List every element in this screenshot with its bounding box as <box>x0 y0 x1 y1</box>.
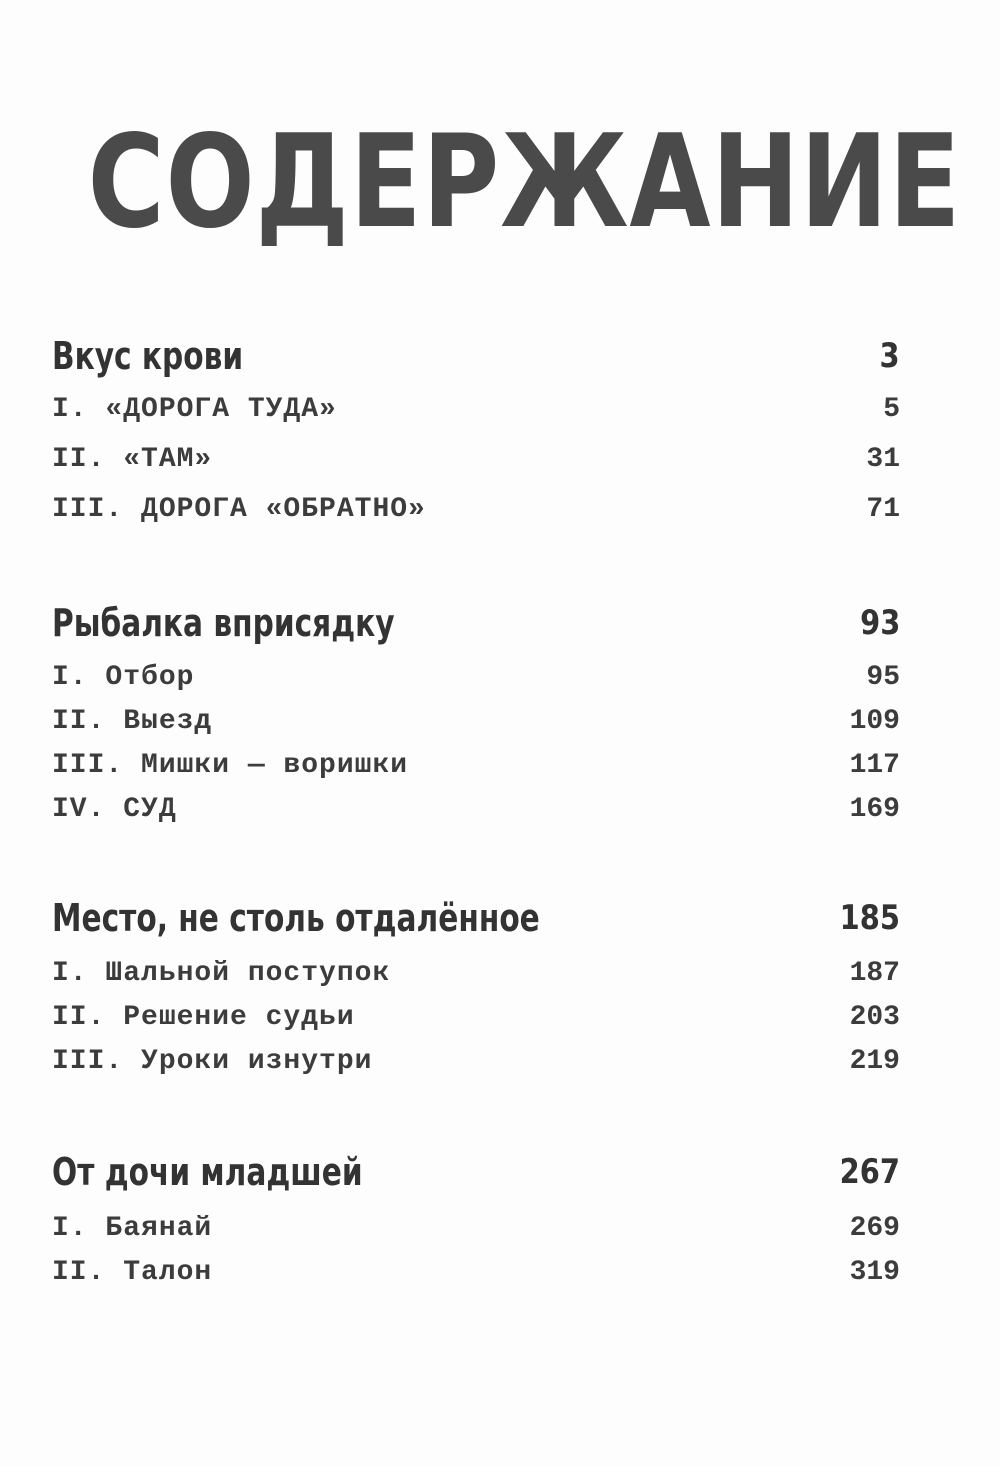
chapter-row <box>52 1256 900 1296</box>
chapter-row <box>52 393 900 433</box>
chapter-title: III. ДОРОГА «ОБРАТНО» <box>52 494 426 525</box>
chapter-row <box>52 957 900 997</box>
chapter-title: IV. СУД <box>52 794 177 825</box>
chapter-page-number: 5 <box>883 394 900 425</box>
chapter-row <box>52 443 900 483</box>
chapter-page-number: 203 <box>849 1002 900 1033</box>
chapter-title: I. Отбор <box>52 662 195 693</box>
chapter-page-number: 117 <box>849 750 900 781</box>
chapter-row <box>52 1045 900 1085</box>
chapter-title: II. «ТАМ» <box>52 444 213 475</box>
chapter-page-number: 71 <box>866 494 900 525</box>
chapter-page-number: 169 <box>849 794 900 825</box>
section-page-number: 3 <box>879 336 900 376</box>
chapter-row <box>52 1212 900 1252</box>
chapter-page-number: 109 <box>849 706 900 737</box>
chapter-title: II. Выезд <box>52 706 213 737</box>
section-heading-row <box>52 1150 900 1194</box>
chapter-title: III. Уроки изнутри <box>52 1046 373 1077</box>
chapter-title: I. Шальной поступок <box>52 958 391 989</box>
section-page-number: 185 <box>839 898 900 938</box>
chapter-title: I. Баянай <box>52 1213 213 1244</box>
section-heading-row <box>52 601 900 645</box>
section-page-number: 267 <box>839 1152 900 1192</box>
page-title: СОДЕРЖАНИЕ <box>87 108 962 257</box>
chapter-row <box>52 661 900 701</box>
chapter-row <box>52 793 900 833</box>
chapter-row <box>52 493 900 533</box>
section-title: От дочи младшей <box>52 1150 363 1194</box>
chapter-row <box>52 1001 900 1041</box>
section-title: Вкус крови <box>52 334 244 378</box>
section-title: Место, не столь отдалённое <box>52 896 540 940</box>
chapter-page-number: 31 <box>866 444 900 475</box>
chapter-row <box>52 749 900 789</box>
chapter-page-number: 187 <box>849 958 900 989</box>
section-page-number: 93 <box>859 603 900 643</box>
chapter-page-number: 219 <box>849 1046 900 1077</box>
chapter-page-number: 269 <box>849 1213 900 1244</box>
chapter-title: II. Талон <box>52 1257 213 1288</box>
chapter-title: II. Решение судьи <box>52 1002 355 1033</box>
chapter-page-number: 95 <box>866 662 900 693</box>
chapter-row <box>52 705 900 745</box>
chapter-page-number: 319 <box>849 1257 900 1288</box>
section-heading-row <box>52 334 900 378</box>
section-title: Рыбалка вприсядку <box>52 601 395 645</box>
section-heading-row <box>52 896 900 940</box>
chapter-title: III. Мишки — воришки <box>52 750 409 781</box>
chapter-title: I. «ДОРОГА ТУДА» <box>52 394 337 425</box>
